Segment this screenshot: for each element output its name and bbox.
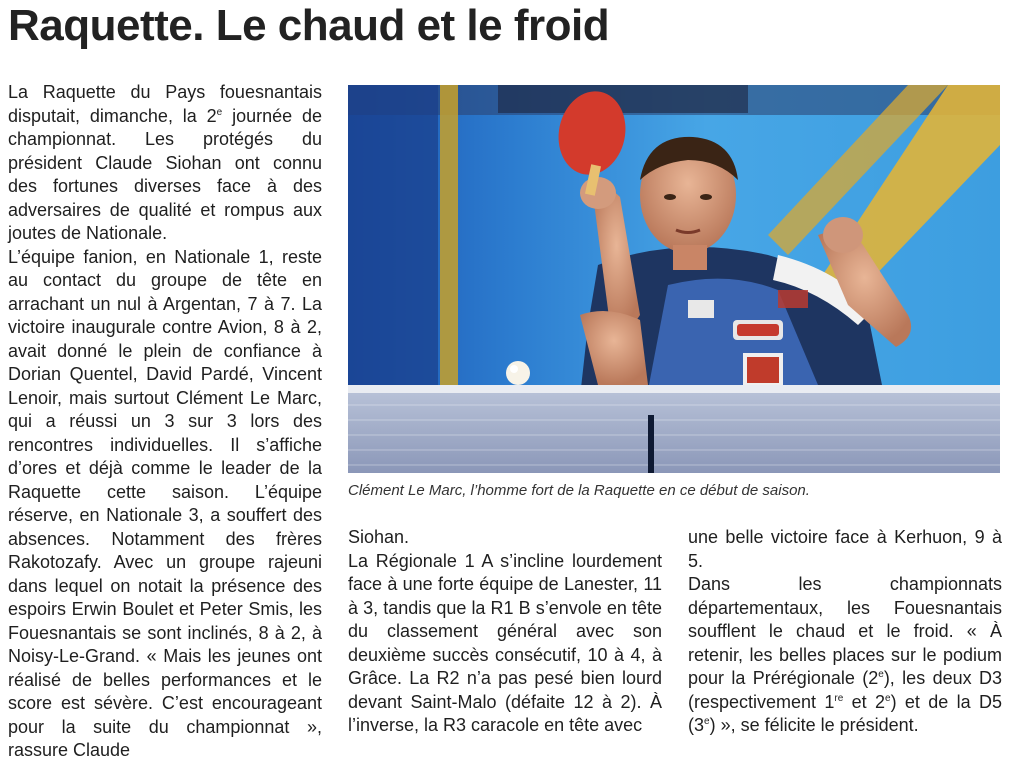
photo-caption: Clément Le Marc, l’homme fort de la Raquette en ce début de saison. (348, 482, 810, 499)
article-column-right (688, 526, 1002, 738)
article-headline: Raquette. Le chaud et le froid (8, 1, 610, 50)
paragraph-departementaux: Dans les championnats départementaux, les Fouesnantais soufflent le chaud et le froid. « À retenir, les belles places sur le podium pour la Prérégionale (2e), les deux D3 (respectivement 1re et 2e) et de la D5 (3e) », se félicite le président. (688, 574, 1002, 735)
article-column-middle (348, 526, 662, 738)
paragraph-kerhuon: une belle victoire face à Kerhuon, 9 à 5. (688, 527, 1002, 571)
paragraph-intro: La Raquette du Pays fouesnantais disputait, dimanche, la 2e journée de championnat. Les protégés du président Claude Siohan ont connu des fortunes diverses face à des adversaires de qualité et rompus aux joutes de Nationale. (8, 82, 322, 243)
paragraph-siohan: Siohan. (348, 527, 410, 547)
paragraph-regionale: La Régionale 1 A s’incline lourdement face à une forte équipe de Lanester, 11 à 3, tandis que la R1 B s’envole en tête du classement général avec son deuxième succès consécutif, 10 à 4, à Grâce. La R2 n’a pas pesé bien lourd devant Saint-Malo (défaite 12 à 2). À l’inverse, la R3 caracole en tête avec (348, 550, 662, 735)
article-column-left (8, 81, 322, 763)
table-tennis-player-photo (348, 85, 1000, 473)
article-photo (348, 85, 1000, 473)
paragraph-nationale: L’équipe fanion, en Nationale 1, reste au contact du groupe de tête en arrachant un nul à Argentan, 7 à 7. La victoire inaugurale contre Avion, 8 à 2, avait donné le plein de confiance à Dorian Quentel, David Pardé, Vincent Lenoir, mais surtout Clément Le Marc, qui a réussi un 3 sur 3 lors des rencontres individuelles. Il s’affiche d’ores et déjà comme le leader de la Raquette cette saison. L’équipe réserve, en Nationale 3, a souffert des absences. Notamment des frères Rakotozafy. Avec un groupe rajeuni dans lequel on notait la présence des espoirs Erwin Boulet et Peter Smis, les Fouesnantais se sont inclinés, 8 à 2, à Noisy-Le-Grand. « Mais les jeunes ont réalisé de belles performances et le score est sévère. C’est encourageant pour la suite du championnat », rassure Claude (8, 246, 322, 760)
